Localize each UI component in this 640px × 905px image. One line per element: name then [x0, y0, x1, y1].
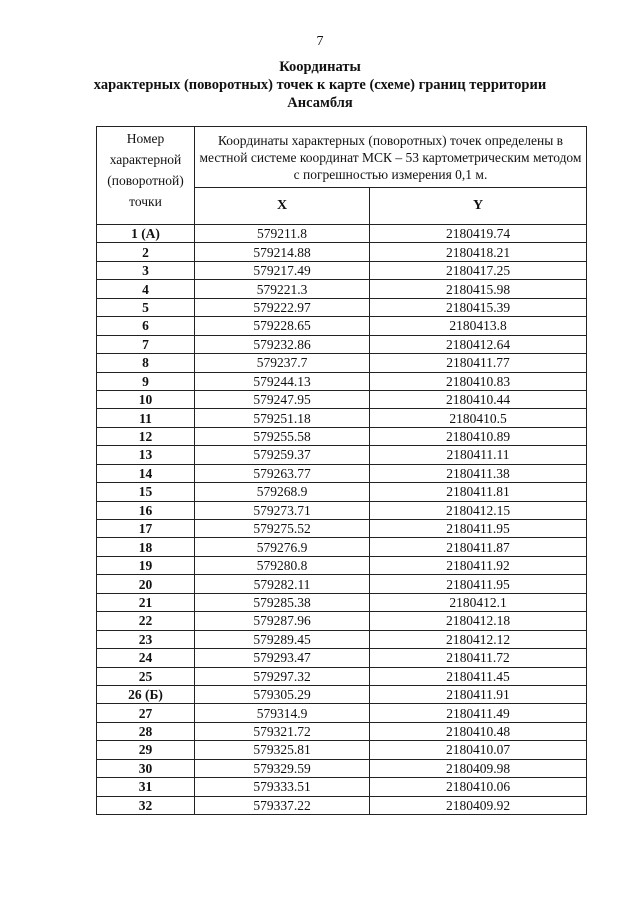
- table-row: [97, 704, 587, 722]
- table-body: [97, 225, 587, 815]
- point-number-cell: 8: [97, 354, 195, 372]
- document-title: [0, 58, 640, 112]
- y-coordinate-cell: 2180412.12: [370, 630, 587, 648]
- table-row: [97, 501, 587, 519]
- x-coordinate-cell: 579268.9: [195, 483, 370, 501]
- table-row: [97, 593, 587, 611]
- y-coordinate-cell: 2180412.18: [370, 612, 587, 630]
- table-row: [97, 372, 587, 390]
- x-coordinate-cell: 579280.8: [195, 556, 370, 574]
- y-coordinate-cell: 2180412.64: [370, 335, 587, 353]
- table-row: [97, 427, 587, 445]
- y-coordinate-cell: 2180411.91: [370, 685, 587, 703]
- point-number-cell: 2: [97, 243, 195, 261]
- header-y: Y: [370, 188, 587, 225]
- point-number-cell: 7: [97, 335, 195, 353]
- point-number-cell: 21: [97, 593, 195, 611]
- point-number-cell: 26 (Б): [97, 685, 195, 703]
- y-coordinate-cell: 2180409.92: [370, 796, 587, 814]
- y-coordinate-cell: 2180411.11: [370, 446, 587, 464]
- table-row: [97, 464, 587, 482]
- table-row: [97, 667, 587, 685]
- x-coordinate-cell: 579228.65: [195, 317, 370, 335]
- table-row: [97, 685, 587, 703]
- title-line-3: Ансамбля: [287, 95, 353, 111]
- point-number-cell: 18: [97, 538, 195, 556]
- x-coordinate-cell: 579293.47: [195, 649, 370, 667]
- table-row: [97, 261, 587, 279]
- x-coordinate-cell: 579337.22: [195, 796, 370, 814]
- point-number-cell: 4: [97, 280, 195, 298]
- table-row: [97, 483, 587, 501]
- point-number-cell: 32: [97, 796, 195, 814]
- point-number-cell: 20: [97, 575, 195, 593]
- point-number-cell: 5: [97, 298, 195, 316]
- table-row: [97, 612, 587, 630]
- point-number-cell: 10: [97, 390, 195, 408]
- point-number-cell: 25: [97, 667, 195, 685]
- x-coordinate-cell: 579255.58: [195, 427, 370, 445]
- table-row: [97, 280, 587, 298]
- table-row: [97, 778, 587, 796]
- point-number-cell: 31: [97, 778, 195, 796]
- y-coordinate-cell: 2180415.39: [370, 298, 587, 316]
- y-coordinate-cell: 2180410.5: [370, 409, 587, 427]
- x-coordinate-cell: 579325.81: [195, 741, 370, 759]
- title-line-1: Координаты: [279, 59, 361, 75]
- y-coordinate-cell: 2180411.38: [370, 464, 587, 482]
- point-number-cell: 22: [97, 612, 195, 630]
- header-point-number: Номер характерной (поворотной) точки: [97, 127, 195, 225]
- point-number-cell: 30: [97, 759, 195, 777]
- x-coordinate-cell: 579222.97: [195, 298, 370, 316]
- point-number-cell: 12: [97, 427, 195, 445]
- point-number-cell: 27: [97, 704, 195, 722]
- y-coordinate-cell: 2180410.89: [370, 427, 587, 445]
- table-row: [97, 520, 587, 538]
- x-coordinate-cell: 579305.29: [195, 685, 370, 703]
- point-number-cell: 11: [97, 409, 195, 427]
- x-coordinate-cell: 579263.77: [195, 464, 370, 482]
- point-number-cell: 6: [97, 317, 195, 335]
- point-number-cell: 1 (А): [97, 225, 195, 243]
- table-row: [97, 335, 587, 353]
- y-coordinate-cell: 2180411.95: [370, 520, 587, 538]
- y-coordinate-cell: 2180411.77: [370, 354, 587, 372]
- point-number-cell: 28: [97, 722, 195, 740]
- point-number-cell: 3: [97, 261, 195, 279]
- header-x: X: [195, 188, 370, 225]
- y-coordinate-cell: 2180419.74: [370, 225, 587, 243]
- x-coordinate-cell: 579273.71: [195, 501, 370, 519]
- y-coordinate-cell: 2180410.44: [370, 390, 587, 408]
- x-coordinate-cell: 579289.45: [195, 630, 370, 648]
- table-row: [97, 225, 587, 243]
- y-coordinate-cell: 2180409.98: [370, 759, 587, 777]
- point-number-cell: 13: [97, 446, 195, 464]
- x-coordinate-cell: 579232.86: [195, 335, 370, 353]
- y-coordinate-cell: 2180411.72: [370, 649, 587, 667]
- table-row: [97, 741, 587, 759]
- x-coordinate-cell: 579333.51: [195, 778, 370, 796]
- x-coordinate-cell: 579221.3: [195, 280, 370, 298]
- y-coordinate-cell: 2180412.15: [370, 501, 587, 519]
- y-coordinate-cell: 2180411.81: [370, 483, 587, 501]
- point-number-cell: 29: [97, 741, 195, 759]
- coordinates-table: [96, 126, 587, 815]
- y-coordinate-cell: 2180410.83: [370, 372, 587, 390]
- table-row: [97, 390, 587, 408]
- y-coordinate-cell: 2180411.45: [370, 667, 587, 685]
- point-number-cell: 23: [97, 630, 195, 648]
- x-coordinate-cell: 579285.38: [195, 593, 370, 611]
- page-number: 7: [316, 34, 324, 49]
- x-coordinate-cell: 579237.7: [195, 354, 370, 372]
- y-coordinate-cell: 2180411.87: [370, 538, 587, 556]
- y-coordinate-cell: 2180411.49: [370, 704, 587, 722]
- y-coordinate-cell: 2180418.21: [370, 243, 587, 261]
- table-row: [97, 575, 587, 593]
- x-coordinate-cell: 579247.95: [195, 390, 370, 408]
- table-row: [97, 722, 587, 740]
- x-coordinate-cell: 579214.88: [195, 243, 370, 261]
- table-row: [97, 630, 587, 648]
- table-row: [97, 796, 587, 814]
- point-number-cell: 14: [97, 464, 195, 482]
- point-number-cell: 16: [97, 501, 195, 519]
- x-coordinate-cell: 579321.72: [195, 722, 370, 740]
- point-number-cell: 19: [97, 556, 195, 574]
- y-coordinate-cell: 2180415.98: [370, 280, 587, 298]
- point-number-cell: 15: [97, 483, 195, 501]
- x-coordinate-cell: 579244.13: [195, 372, 370, 390]
- y-coordinate-cell: 2180411.92: [370, 556, 587, 574]
- table-row: [97, 556, 587, 574]
- x-coordinate-cell: 579276.9: [195, 538, 370, 556]
- x-coordinate-cell: 579275.52: [195, 520, 370, 538]
- y-coordinate-cell: 2180410.48: [370, 722, 587, 740]
- table-row: [97, 759, 587, 777]
- y-coordinate-cell: 2180417.25: [370, 261, 587, 279]
- x-coordinate-cell: 579297.32: [195, 667, 370, 685]
- table-row: [97, 409, 587, 427]
- y-coordinate-cell: 2180410.07: [370, 741, 587, 759]
- y-coordinate-cell: 2180411.95: [370, 575, 587, 593]
- x-coordinate-cell: 579217.49: [195, 261, 370, 279]
- title-line-2: характерных (поворотных) точек к карте (схеме) границ территории: [93, 77, 547, 93]
- table-row: [97, 649, 587, 667]
- y-coordinate-cell: 2180412.1: [370, 593, 587, 611]
- point-number-cell: 9: [97, 372, 195, 390]
- table-row: [97, 446, 587, 464]
- table-row: [97, 354, 587, 372]
- x-coordinate-cell: 579287.96: [195, 612, 370, 630]
- header-coordinates: Координаты характерных (поворотных) точек определены в местной системе координат МСК – 53 картометрическим методом с погрешностью измерения 0,1 м.: [195, 127, 587, 188]
- table-row: [97, 243, 587, 261]
- y-coordinate-cell: 2180413.8: [370, 317, 587, 335]
- x-coordinate-cell: 579259.37: [195, 446, 370, 464]
- point-number-cell: 17: [97, 520, 195, 538]
- x-coordinate-cell: 579314.9: [195, 704, 370, 722]
- point-number-cell: 24: [97, 649, 195, 667]
- table-row: [97, 298, 587, 316]
- x-coordinate-cell: 579282.11: [195, 575, 370, 593]
- table-row: [97, 538, 587, 556]
- x-coordinate-cell: 579211.8: [195, 225, 370, 243]
- x-coordinate-cell: 579329.59: [195, 759, 370, 777]
- y-coordinate-cell: 2180410.06: [370, 778, 587, 796]
- table-row: [97, 317, 587, 335]
- x-coordinate-cell: 579251.18: [195, 409, 370, 427]
